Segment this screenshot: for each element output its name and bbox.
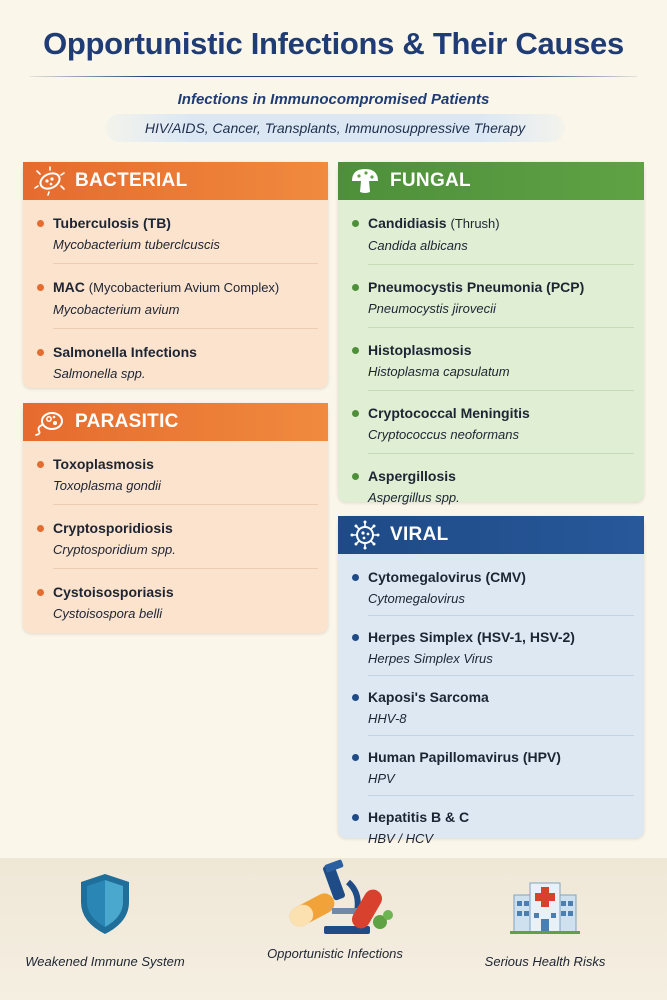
- bullet-dot: [352, 284, 359, 291]
- pathogen-name: Toxoplasma gondii: [53, 478, 161, 493]
- list-item: [338, 467, 644, 507]
- pathogen-name: Herpes Simplex Virus: [368, 651, 493, 666]
- bullet-dot: [37, 284, 44, 291]
- microscope-pills-icon: [270, 860, 400, 940]
- pathogen-name: HPV: [368, 771, 395, 786]
- divider: [368, 264, 634, 265]
- infection-name-note: (Mycobacterium Avium Complex): [88, 280, 280, 295]
- parasite-icon: [33, 407, 67, 437]
- bullet-dot: [352, 754, 359, 761]
- bullet-dot: [352, 410, 359, 417]
- list-item: [23, 214, 328, 254]
- infection-name: Aspergillosis: [368, 468, 456, 484]
- infection-name-main: MAC: [53, 279, 85, 295]
- list-item: [338, 628, 644, 668]
- divider: [368, 390, 634, 391]
- infection-name: Salmonella Infections: [53, 344, 197, 360]
- pathogen-name: Cystoisospora belli: [53, 606, 163, 621]
- infection-name: Cryptosporidiosis: [53, 520, 173, 536]
- bacteria-icon: [33, 166, 67, 196]
- bullet-dot: [37, 349, 44, 356]
- pathogen-name: Pneumocystis jirovecii: [368, 301, 496, 316]
- list-item: [338, 278, 644, 318]
- bullet-dot: [37, 461, 44, 468]
- infection-name: Kaposi's Sarcoma: [368, 689, 489, 705]
- parasitic-header: [23, 403, 328, 441]
- bullet-dot: [37, 220, 44, 227]
- infection-name: [368, 214, 634, 233]
- footer-band: [0, 858, 667, 1000]
- infection-name: Cystoisosporiasis: [53, 584, 174, 600]
- list-item: [23, 519, 328, 559]
- title-divider: [30, 76, 637, 77]
- viral-title: VIRAL: [390, 524, 449, 545]
- infection-name: Toxoplasmosis: [53, 456, 154, 472]
- bacterial-header: [23, 162, 328, 200]
- parasitic-title: PARASITIC: [75, 411, 179, 432]
- bullet-dot: [352, 634, 359, 641]
- infection-name: Pneumocystis Pneumonia (PCP): [368, 279, 585, 295]
- infection-name: Cryptococcal Meningitis: [368, 405, 530, 421]
- infection-name: Histoplasmosis: [368, 342, 472, 358]
- pathogen-name: HHV-8: [368, 711, 407, 726]
- bullet-dot: [352, 574, 359, 581]
- divider: [53, 263, 318, 264]
- divider: [53, 504, 318, 505]
- footer-item: [240, 858, 430, 961]
- infection-name: Tuberculosis (TB): [53, 215, 171, 231]
- footer-item: [20, 868, 190, 969]
- divider: [368, 675, 634, 676]
- infection-name: Cytomegalovirus (CMV): [368, 569, 526, 585]
- pathogen-name: Cryptococcus neoformans: [368, 427, 520, 442]
- conditions-banner: HIV/AIDS, Cancer, Transplants, Immunosuppressive Therapy: [105, 114, 565, 142]
- fungal-header: [338, 162, 644, 200]
- mushroom-icon: [348, 166, 382, 196]
- list-item: [23, 278, 328, 319]
- list-item: [338, 214, 644, 255]
- divider: [53, 568, 318, 569]
- footer-label: Weakened Immune System: [25, 954, 185, 969]
- viral-header: [338, 516, 644, 554]
- bacterial-card: [23, 162, 328, 388]
- bullet-dot: [37, 525, 44, 532]
- footer-item: [460, 868, 630, 969]
- parasitic-card: [23, 403, 328, 633]
- divider: [368, 327, 634, 328]
- list-item: [338, 341, 644, 381]
- list-item: [23, 455, 328, 495]
- bullet-dot: [352, 814, 359, 821]
- list-item: [338, 688, 644, 728]
- list-item: [338, 404, 644, 444]
- footer-label: Serious Health Risks: [484, 954, 606, 969]
- infection-name: Hepatitis B & C: [368, 809, 470, 825]
- divider: [368, 453, 634, 454]
- pathogen-name: HBV / HCV: [368, 831, 434, 846]
- pathogen-name: Cytomegalovirus: [368, 591, 465, 606]
- list-item: [338, 748, 644, 788]
- footer-label: Opportunistic Infections: [267, 946, 403, 961]
- pathogen-name: Mycobacterium avium: [53, 302, 180, 317]
- list-item: [23, 343, 328, 383]
- virus-icon: [348, 520, 382, 550]
- bullet-dot: [352, 220, 359, 227]
- list-item: [338, 568, 644, 608]
- bacterial-title: BACTERIAL: [75, 170, 188, 191]
- pathogen-name: Aspergillus spp.: [368, 490, 460, 505]
- page-title: Opportunistic Infections & Their Causes: [43, 26, 624, 61]
- infection-name-note: (Thrush): [450, 216, 500, 231]
- divider: [53, 328, 318, 329]
- bullet-dot: [352, 347, 359, 354]
- pathogen-name: Salmonella spp.: [53, 366, 146, 381]
- divider: [368, 735, 634, 736]
- infection-name: Herpes Simplex (HSV-1, HSV-2): [368, 629, 575, 645]
- list-item: [338, 808, 644, 848]
- viral-card: [338, 516, 644, 846]
- divider: [368, 615, 634, 616]
- pathogen-name: Histoplasma capsulatum: [368, 364, 510, 379]
- hospital-icon: [510, 873, 580, 935]
- bullet-dot: [37, 589, 44, 596]
- fungal-title: FUNGAL: [390, 170, 471, 191]
- page-subtitle: Infections in Immunocompromised Patients: [177, 91, 490, 108]
- fungal-card: [338, 162, 644, 505]
- pathogen-name: Mycobacterium tuberclcuscis: [53, 237, 220, 252]
- divider: [368, 795, 634, 796]
- list-item: [23, 583, 328, 623]
- bullet-dot: [352, 473, 359, 480]
- infection-name: [53, 278, 318, 297]
- infection-name-main: Candidiasis: [368, 215, 447, 231]
- bullet-dot: [352, 694, 359, 701]
- shield-icon: [77, 872, 133, 936]
- pathogen-name: Cryptosporidium spp.: [53, 542, 176, 557]
- infection-name: Human Papillomavirus (HPV): [368, 749, 561, 765]
- pathogen-name: Candida albicans: [368, 238, 468, 253]
